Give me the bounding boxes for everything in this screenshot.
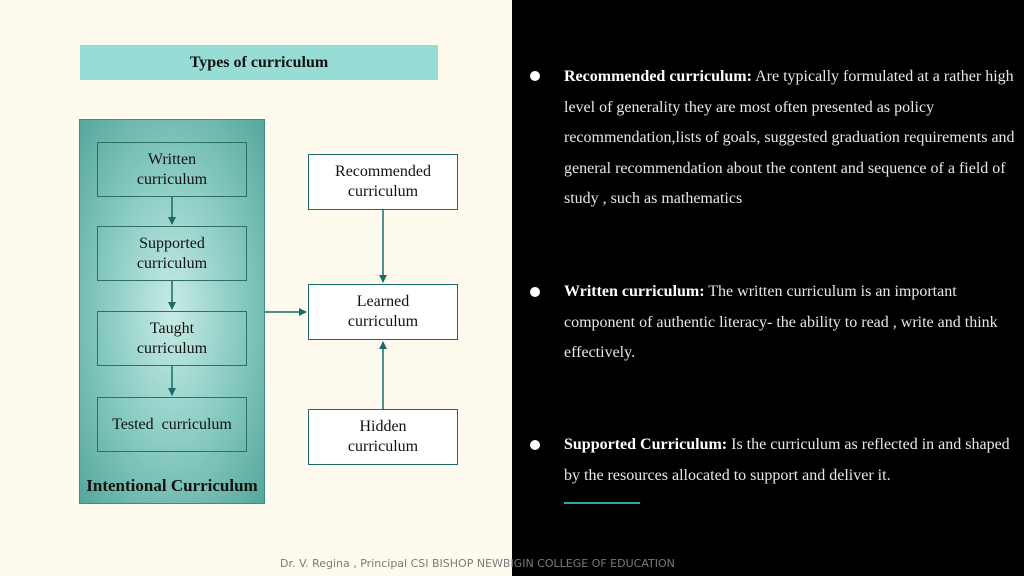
accent-underline <box>564 502 640 504</box>
intentional-curriculum-label: Intentional Curriculum <box>86 476 258 495</box>
definition-term: Recommended curriculum: <box>564 68 752 85</box>
diagram-title: Types of curriculum <box>80 45 438 80</box>
definition-recommended <box>564 62 1019 215</box>
taught-curriculum-label: Taught curriculum <box>136 319 208 357</box>
tested-curriculum-label: Tested curriculum <box>112 415 232 433</box>
recommended-curriculum-label: Recommended curriculum <box>335 163 431 200</box>
bullet-dot <box>530 287 540 297</box>
written-curriculum-label: Written curriculum <box>136 150 208 188</box>
definition-term: Written curriculum: <box>564 283 705 300</box>
definition-supported <box>564 430 1019 491</box>
footer-credit: Dr. V. Regina , Principal CSI BISHOP NEWBIGIN COLLEGE OF EDUCATION <box>280 557 675 570</box>
learned-curriculum-label: Learned curriculum <box>347 293 419 330</box>
definition-written <box>564 277 1019 369</box>
supported-curriculum-label: Supported curriculum <box>136 234 208 272</box>
bullet-dot <box>530 71 540 81</box>
definition-text: The written curriculum is an important component of authentic literacy- the ability to read , write and think effectively. <box>564 283 998 361</box>
hidden-curriculum-label: Hidden curriculum <box>347 418 419 455</box>
definition-text: Are typically formulated at a rather high level of generality they are most often presented as policy recommendation,lists of goals, suggested graduation requirements and general recommendation about the content and sequence of a field of study , such as mathematics <box>564 68 1015 207</box>
definition-term: Supported Curriculum: <box>564 436 728 453</box>
definition-text: Is the curriculum as reflected in and shaped by the resources allocated to support and deliver it. <box>564 436 1010 484</box>
bullet-dot <box>530 440 540 450</box>
